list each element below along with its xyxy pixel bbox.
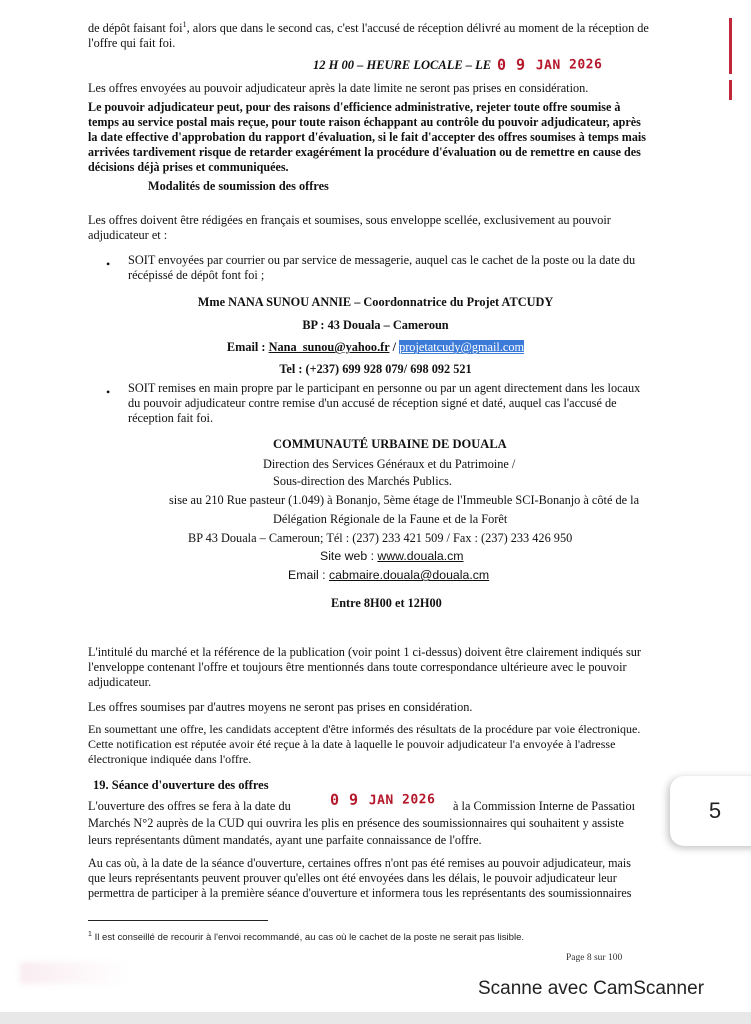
text-line: , alors que dans le second cas, c'est l'accusé de réception délivré au moment de la réception de bbox=[186, 21, 649, 36]
bullet-icon: • bbox=[106, 257, 111, 271]
org-address-2: Délégation Régionale de la Faune et de la Forêt bbox=[273, 512, 508, 526]
footnote bbox=[88, 931, 708, 943]
text-line: adjudicateur et : bbox=[88, 228, 168, 242]
footnote-number: 1 bbox=[88, 931, 92, 938]
text-line: SOIT envoyées par courrier ou par service de messagerie, auquel cas le cachet de la poste ou la date du bbox=[128, 253, 636, 267]
stamp-day: 0 9 bbox=[329, 790, 359, 809]
site-link[interactable]: www.douala.cm bbox=[377, 549, 464, 563]
section-19-paragraph-2 bbox=[88, 856, 698, 901]
email-link-gmail[interactable]: projetatcudy@gmail.com bbox=[399, 340, 525, 354]
opening-text-line3: leurs représentants dûment mandatés, ayant une parfaite connaissance de l'offre. bbox=[88, 833, 482, 847]
contact-bp: BP : 43 Douala – Cameroun bbox=[302, 318, 449, 332]
org-direction: Direction des Services Généraux et du Patrimoine / bbox=[263, 457, 516, 471]
org-address-1: sise au 210 Rue pasteur (1.049) à Bonanjo, 5ème étage de l'Immeuble SCI-Bonanjo à côté de la bbox=[169, 493, 640, 507]
section-19-title: 19. Séance d'ouverture des offres bbox=[93, 778, 269, 792]
text-line: récépissé de dépôt font foi ; bbox=[128, 268, 265, 282]
scanner-watermark: Scanne avec CamScanner bbox=[478, 978, 705, 999]
bullet-item-main-propre bbox=[0, 381, 751, 429]
stamp-day: 0 9 bbox=[496, 55, 526, 74]
text-line: réception fait foi. bbox=[128, 411, 214, 425]
text-line: Cette notification est réputée avoir été reçue à la date à laquelle le pouvoir adjudicateur l'a envoyée à l'adresse bbox=[88, 737, 616, 751]
text-line: temps au service postal mais reçue, pour toute raison échappant au contrôle du pouvoir adjudicateur, après bbox=[88, 115, 641, 129]
text-line: L'intitulé du marché et la référence de la publication (voir point 1 ci-dessus) doivent être clairement indiqués sur bbox=[88, 645, 641, 659]
bullet-icon: • bbox=[106, 385, 111, 399]
footnote-text: Il est conseillé de recourir à l'envoi recommandé, au cas où le cachet de la poste ne serait pas lisible. bbox=[94, 932, 525, 944]
hours: Entre 8H00 et 12H00 bbox=[331, 596, 442, 610]
electronic-paragraph bbox=[88, 722, 698, 767]
text-line: décisions déjà prises et communiquées. bbox=[88, 160, 289, 174]
text-line: SOIT remises en main propre par le participant en personne ou par un agent directement dans les locaux bbox=[128, 381, 641, 395]
email-label: Email : bbox=[288, 568, 326, 582]
org-subdirection: Sous-direction des Marchés Publics. bbox=[273, 474, 452, 488]
bottom-bar bbox=[0, 1012, 751, 1024]
modalites-title: Modalités de soumission des offres bbox=[148, 179, 329, 193]
text-line: En soumettant une offre, les candidats acceptent d'être informés des résultats de la procédure par voie électronique. bbox=[88, 722, 641, 736]
opening-text-line2: Marchés N°2 auprès de la CUD qui ouvrira les plis en présence des soumissionnaires qui souhaitent y assiste bbox=[88, 816, 624, 830]
text-line: la date effective d'approbation du rapport d'évaluation, si le fait d'accepter des offres soumises à temps mais bbox=[88, 130, 646, 144]
text-line: adjudicateur. bbox=[88, 675, 152, 689]
email-link-douala[interactable]: cabmaire.douala@douala.cm bbox=[329, 568, 490, 582]
intitule-paragraph bbox=[88, 645, 698, 690]
text-line: permettra de participer à la première séance d'ouverture et informera tous les représentants des soumissionnaires bbox=[88, 886, 632, 900]
text-line: l'offre qui fait foi. bbox=[88, 36, 176, 51]
site-label: Site web : bbox=[320, 549, 374, 563]
email-link-yahoo[interactable]: Nana_sunou@yahoo.fr bbox=[268, 340, 390, 354]
deadline-heading: 12 H 00 – HEURE LOCALE – LE bbox=[313, 58, 492, 72]
contact-tel: Tel : (+237) 699 928 079/ 698 092 521 bbox=[279, 362, 472, 376]
contact-email-line bbox=[0, 340, 751, 355]
text-line: que leurs représentants peuvent prouver qu'elles ont été envoyées dans les délais, le pouvoir adjudicateur leur bbox=[88, 871, 617, 885]
page-number: Page 8 sur 100 bbox=[566, 953, 623, 963]
text-line: l'enveloppe contenant l'offre et toujours être mentionnés dans toute correspondance ultérieure avec le pouvoir bbox=[88, 660, 627, 674]
contact-name: Mme NANA SUNOU ANNIE – Coordonnatrice du Projet ATCUDY bbox=[197, 295, 554, 309]
margin-red-mark-2 bbox=[729, 80, 732, 100]
bullet-item-courrier bbox=[0, 253, 751, 287]
late-offers-text: Les offres envoyées au pouvoir adjudicateur après la date limite ne seront pas prises en considération. bbox=[88, 81, 589, 95]
org-bp-tel: BP 43 Douala – Cameroun; Tél : (237) 233 421 509 / Fax : (237) 233 426 950 bbox=[188, 531, 573, 545]
stamp-month-year: JAN 2026 bbox=[535, 57, 603, 74]
text-line: électronique indiquée dans l'offre. bbox=[88, 752, 252, 766]
opening-text-end: à la Commission Interne de Passatioı bbox=[453, 799, 636, 813]
stamp-month-year: JAN 2026 bbox=[368, 792, 436, 809]
reject-paragraph bbox=[88, 100, 698, 175]
text-line: de dépôt faisant foi bbox=[88, 21, 183, 36]
org-email-line bbox=[288, 568, 489, 582]
text-line: Au cas où, à la date de la séance d'ouverture, certaines offres n'ont pas été remises au pouvoir adjudicateur, mais bbox=[88, 856, 631, 870]
org-site-line bbox=[320, 549, 464, 563]
other-means-text: Les offres soumises par d'autres moyens ne seront pas prises en considération. bbox=[88, 700, 473, 714]
footnote-divider bbox=[88, 920, 268, 921]
text-line: arrivées tardivement risque de retarder exagérément la procédure d'évaluation ou de remettre en cause des bbox=[88, 145, 641, 159]
text-line: Les offres doivent être rédigées en français et soumises, sous enveloppe scellée, exclusivement au pouvoir bbox=[88, 213, 611, 227]
email-label: Email : bbox=[226, 340, 266, 354]
footnote-ref: 1 bbox=[182, 20, 187, 29]
margin-red-mark bbox=[729, 18, 732, 74]
text-line: du pouvoir adjudicateur contre remise d'un accusé de réception signé et daté, auquel cas l'accusé de bbox=[128, 396, 617, 410]
email-separator: / bbox=[392, 340, 396, 354]
viewer-page-badge[interactable]: 5 bbox=[670, 776, 751, 846]
continuation-text bbox=[88, 17, 698, 51]
scan-smear bbox=[20, 962, 130, 984]
org-name: COMMUNAUTÉ URBAINE DE DOUALA bbox=[273, 437, 507, 451]
date-stamp bbox=[497, 53, 603, 74]
opening-text-start: L'ouverture des offres se fera à la date du bbox=[88, 799, 291, 813]
modalites-intro bbox=[88, 213, 698, 243]
text-line: Le pouvoir adjudicateur peut, pour des raisons d'efficience administrative, rejeter toute offre soumise à bbox=[88, 100, 621, 114]
opening-date-stamp bbox=[330, 788, 436, 809]
